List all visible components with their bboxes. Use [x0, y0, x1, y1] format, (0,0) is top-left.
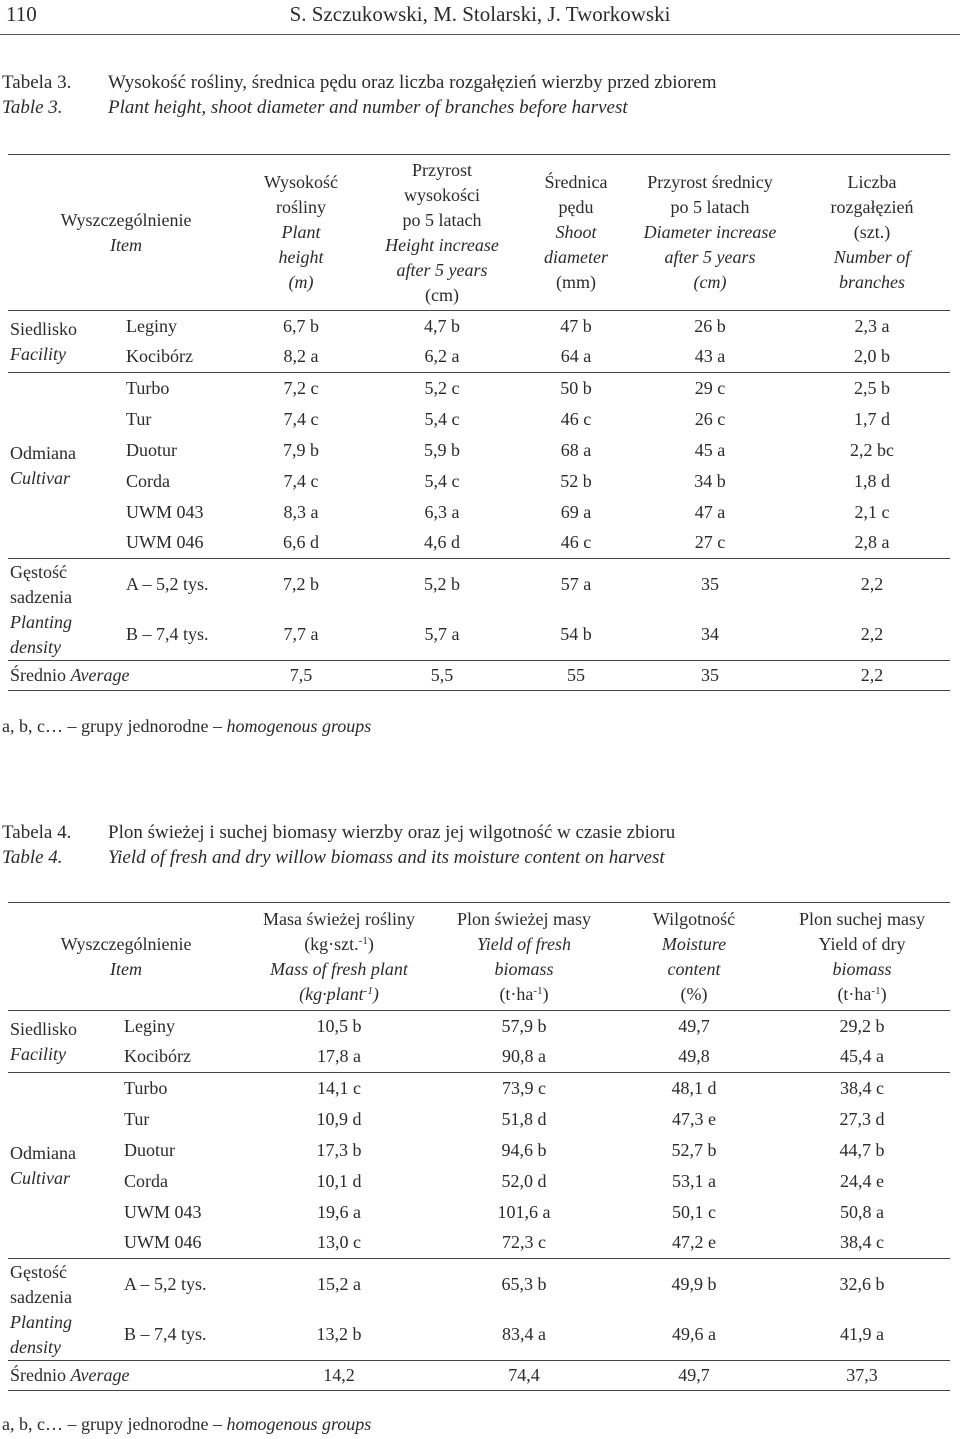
table-cell: 34 b — [694, 470, 726, 491]
table-cell: 45,4 a — [840, 1046, 885, 1067]
table-cell: 7,5 — [289, 665, 313, 685]
table-cell: 94,6 b — [501, 1139, 547, 1160]
table-cell: 7,4 c — [283, 470, 319, 491]
table-cell: 2,2 bc — [850, 439, 895, 460]
table-cell: 7,2 c — [283, 377, 319, 398]
table-row — [8, 1259, 950, 1310]
table-cell: 5,4 c — [424, 470, 460, 491]
row-label: Kocibórz — [124, 1046, 191, 1067]
table-row — [8, 1135, 950, 1166]
table4-caption — [2, 820, 675, 870]
table-cell: 34 — [701, 624, 720, 645]
table-cell: 52 b — [560, 470, 592, 491]
table-row — [8, 1228, 950, 1259]
table-row — [8, 1310, 950, 1361]
table4-label-en: Table 4. — [2, 847, 63, 868]
table4-item-header: Wyszczególnienie Item — [60, 933, 192, 979]
table-cell: 101,6 a — [497, 1201, 551, 1222]
row-label: Corda — [126, 470, 170, 491]
row-label: Turbo — [126, 377, 170, 398]
table3-average-row: Średnio Average 7,5 5,5 55 35 2,2 — [8, 661, 950, 691]
table-cell: 46 c — [560, 532, 592, 553]
table3-col-height-increase: Przyrost wysokości po 5 latach Height increase after 5 years (cm) — [385, 159, 499, 305]
table-cell: 50 b — [560, 377, 592, 398]
table-cell: 50,1 c — [672, 1201, 717, 1222]
table-cell: 50,8 a — [840, 1201, 885, 1222]
table-cell: 35 — [701, 573, 720, 594]
table-cell: 5,2 c — [424, 377, 460, 398]
table-cell: 44,7 b — [839, 1139, 885, 1160]
table-row — [8, 311, 950, 342]
table4-average-row: Średnio Average 14,2 74,4 49,7 37,3 — [8, 1361, 950, 1391]
table-cell: 7,7 a — [283, 624, 319, 645]
table-cell: 4,7 b — [424, 315, 461, 336]
table-cell: 2,1 c — [854, 501, 890, 522]
table-cell: 2,2 — [860, 665, 884, 685]
table-row — [8, 559, 950, 610]
table-cell: 2,5 b — [854, 377, 891, 398]
table-cell: 24,4 e — [840, 1170, 885, 1191]
table4-col-dry-yield: Plon suchej masy Yield of dry biomass $(t\cdot ha^{-1})$ — [799, 908, 926, 1004]
table-cell: 73,9 c — [502, 1077, 547, 1098]
table-cell: 53,1 a — [672, 1170, 717, 1191]
table4-cultivar-group — [8, 1073, 950, 1259]
table-cell: 69 a — [560, 501, 592, 522]
table-cell: 7,4 c — [283, 408, 319, 429]
row-label: Tur — [126, 408, 152, 429]
table3-footnote: a, b, c… – grupy jednorodne – homogenous groups — [2, 716, 372, 736]
table-row — [8, 610, 950, 661]
table-cell: 14,2 — [323, 1365, 355, 1385]
table-row — [8, 1073, 950, 1104]
row-label: Kocibórz — [126, 346, 193, 367]
table-cell: 64 a — [560, 346, 592, 367]
row-label: UWM 043 — [126, 501, 204, 522]
table-cell: 47 b — [560, 315, 592, 336]
table4-facility-label: Siedlisko Facility — [10, 1018, 78, 1064]
table3-col-branches: Liczba rozgałęzień (szt.) Number of branches — [830, 172, 914, 292]
row-label: Corda — [124, 1170, 168, 1191]
table4-title-pl: Plon świeżej i suchej biomasy wierzby oraz jej wilgotność w czasie zbioru — [108, 822, 676, 843]
table-cell: 5,2 b — [424, 573, 461, 594]
table-cell: 17,8 a — [317, 1046, 362, 1067]
table-cell: 13,2 b — [316, 1324, 362, 1345]
table-cell: 35 — [701, 665, 720, 685]
table-cell: 57,9 b — [501, 1015, 547, 1036]
row-label: A – 5,2 tys. — [124, 1273, 207, 1294]
row-label: Turbo — [124, 1077, 168, 1098]
table-cell: 5,4 c — [424, 408, 460, 429]
table3-col-shoot-diameter: Średnica pędu Shoot diameter (mm) — [544, 172, 608, 292]
table-row — [8, 1197, 950, 1228]
table-cell: 68 a — [560, 439, 592, 460]
table-cell: 65,3 b — [501, 1273, 547, 1294]
table-row — [8, 528, 950, 559]
table-cell: 47 a — [694, 501, 726, 522]
table-cell: 5,9 b — [424, 439, 461, 460]
table4-title-en: Yield of fresh and dry willow biomass and its moisture content on harvest — [108, 847, 665, 868]
table4-header-row — [8, 903, 950, 1011]
table-cell: 5,7 a — [424, 624, 460, 645]
table-cell: 57 a — [560, 573, 592, 594]
table-cell: 26 b — [694, 315, 726, 336]
table3-item-header: Wyszczególnienie Item — [60, 209, 192, 255]
table-cell: 32,6 b — [839, 1273, 885, 1294]
table-row — [8, 435, 950, 466]
table-cell: 1,8 d — [854, 470, 891, 491]
table-cell: 10,9 d — [316, 1108, 362, 1129]
table-cell: 38,4 c — [840, 1077, 885, 1098]
table3-density-group — [8, 559, 950, 661]
table3 — [8, 154, 950, 691]
row-label: Tur — [124, 1108, 150, 1129]
table-cell: 52,0 d — [501, 1170, 547, 1191]
table-cell: 17,3 b — [316, 1139, 362, 1160]
table-cell: 37,3 — [846, 1365, 878, 1385]
table4-cultivar-label: Odmiana Cultivar — [10, 1142, 76, 1188]
table4-col-moisture: Wilgotność Moisture content (%) — [652, 908, 736, 1004]
row-label: UWM 043 — [124, 1201, 202, 1222]
row-label: A – 5,2 tys. — [126, 573, 209, 594]
table-row — [8, 342, 950, 373]
table-cell: 6,3 a — [424, 501, 460, 522]
table-cell: 47,2 e — [672, 1232, 717, 1253]
table-cell: 38,4 c — [840, 1232, 885, 1253]
table3-density-label: Gęstość sadzenia Planting density — [10, 561, 72, 657]
table4-footnote: a, b, c… – grupy jednorodne – homogenous groups — [2, 1414, 372, 1434]
table3-label-en: Table 3. — [2, 97, 63, 118]
table-cell: 6,2 a — [424, 346, 460, 367]
table-cell: 29 c — [694, 377, 726, 398]
row-label: B – 7,4 tys. — [124, 1324, 207, 1345]
table-row — [8, 373, 950, 404]
table-row — [8, 1011, 950, 1042]
table-cell: 49,6 a — [672, 1324, 717, 1345]
table4 — [8, 902, 950, 1391]
table-row — [8, 1104, 950, 1135]
table-cell: 46 c — [560, 408, 592, 429]
table-cell: 2,2 — [860, 573, 884, 594]
table-cell: 72,3 c — [502, 1232, 547, 1253]
running-head-authors: S. Szczukowski, M. Stolarski, J. Tworkowski — [289, 2, 671, 26]
table4-col-fresh-mass: Masa świeżej rośliny (kg·szt.$^{-1}$) Mass of fresh plant (kg·plant$^{-1}$) — [263, 908, 415, 1004]
table4-facility-group — [8, 1011, 950, 1073]
table-cell: 52,7 b — [671, 1139, 717, 1160]
table-row — [8, 1166, 950, 1197]
row-label: Duotur — [124, 1139, 175, 1160]
table-cell: 55 — [567, 665, 586, 685]
table3-cultivar-group — [8, 373, 950, 559]
table-cell: 6,7 b — [283, 315, 320, 336]
table3-col-plant-height: Wysokość rośliny Plant height (m) — [264, 172, 338, 292]
table4-density-label: Gęstość sadzenia Planting density — [10, 1261, 72, 1357]
table-cell: 29,2 b — [839, 1015, 885, 1036]
row-label: B – 7,4 tys. — [126, 624, 209, 645]
table-cell: 10,5 b — [316, 1015, 362, 1036]
row-label: Leginy — [124, 1015, 175, 1036]
table-cell: 10,1 d — [316, 1170, 362, 1191]
table-cell: 51,8 d — [501, 1108, 547, 1129]
table3-title-pl: Wysokość rośliny, średnica pędu oraz liczba rozgałęzień wierzby przed zbiorem — [108, 72, 717, 93]
table-cell: 47,3 e — [672, 1108, 717, 1129]
table-row — [8, 404, 950, 435]
table-cell: 13,0 c — [317, 1232, 362, 1253]
table-cell: 90,8 a — [502, 1046, 547, 1067]
table-cell: 49,8 — [678, 1046, 710, 1067]
table-cell: 2,3 a — [854, 315, 890, 336]
table3-cultivar-label: Odmiana Cultivar — [10, 442, 76, 488]
table3-label-pl: Tabela 3. — [2, 72, 72, 93]
table-cell: 5,5 — [430, 665, 454, 685]
table-cell: 8,2 a — [283, 346, 319, 367]
table-cell: 54 b — [560, 624, 592, 645]
table-cell: 45 a — [694, 439, 726, 460]
table-cell: 15,2 a — [317, 1273, 362, 1294]
table-cell: 19,6 a — [317, 1201, 362, 1222]
table-row — [8, 497, 950, 528]
table-cell: 6,6 d — [283, 532, 320, 553]
page-number: 110 — [6, 2, 37, 26]
table-cell: 74,4 — [508, 1365, 540, 1385]
table-cell: 2,0 b — [854, 346, 891, 367]
row-label: Duotur — [126, 439, 177, 460]
table-cell: 48,1 d — [671, 1077, 717, 1098]
table-cell: 8,3 a — [283, 501, 319, 522]
table3-header-row — [8, 155, 950, 311]
table-cell: 83,4 a — [502, 1324, 547, 1345]
table-cell: 4,6 d — [424, 532, 461, 553]
table-cell: 1,7 d — [854, 408, 891, 429]
table-cell: 49,9 b — [671, 1273, 717, 1294]
table4-label-pl: Tabela 4. — [2, 822, 72, 843]
row-label: UWM 046 — [126, 532, 204, 553]
table-cell: 27,3 d — [839, 1108, 885, 1129]
table-cell: 2,8 a — [854, 532, 890, 553]
table-cell: 7,9 b — [283, 439, 320, 460]
table-cell: 2,2 — [860, 624, 884, 645]
table-cell: 14,1 c — [317, 1077, 362, 1098]
table3-title-en: Plant height, shoot diameter and number of branches before harvest — [108, 97, 628, 118]
table-cell: 7,2 b — [283, 573, 320, 594]
table-row — [8, 1042, 950, 1073]
table-cell: 26 c — [694, 408, 726, 429]
page-header — [0, 0, 960, 35]
row-label: Leginy — [126, 315, 177, 336]
table3-caption — [2, 70, 717, 120]
table-cell: 49,7 — [678, 1015, 710, 1036]
row-label: UWM 046 — [124, 1232, 202, 1253]
table-row — [8, 466, 950, 497]
table4-col-fresh-yield: Plon świeżej masy Yield of fresh biomass $(t\cdot ha^{-1})$ — [457, 908, 591, 1004]
table-cell: 27 c — [694, 532, 726, 553]
table-cell: 43 a — [694, 346, 726, 367]
table-cell: 49,7 — [678, 1365, 710, 1385]
table-cell: 41,9 a — [840, 1324, 885, 1345]
table3-col-diameter-increase: Przyrost średnicy po 5 latach Diameter increase after 5 years (cm) — [643, 172, 777, 292]
table3-facility-group — [8, 311, 950, 373]
table3-facility-label: Siedlisko Facility — [10, 318, 78, 364]
table4-density-group — [8, 1259, 950, 1361]
